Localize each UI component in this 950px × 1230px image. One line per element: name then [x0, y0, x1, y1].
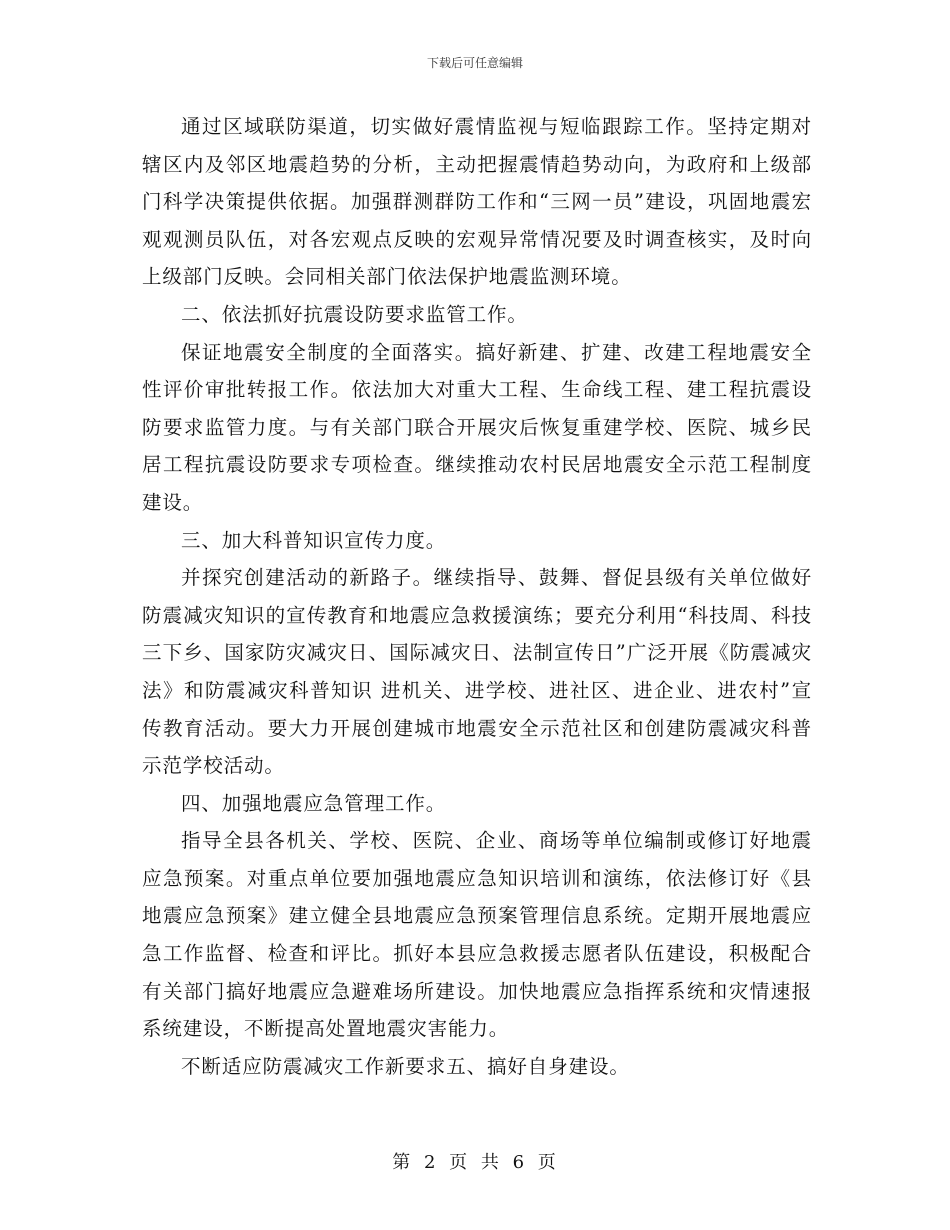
footer-page-total: 6 [512, 1152, 527, 1173]
paragraph-publicity: 并探究创建活动的新路子。继续指导、鼓舞、督促县级有关单位做好防震减灾知识的宣传教育和地震应急救援演练；要充分利用“科技周、科技三下乡、国家防灾减灾日、国际减灾日、法制宣传日”广泛开展《防震减灾法》和防震减灾科普知识 进机关、进学校、进社区、进企业、进农村”宣传教育活动。要大力开展创建城市地震安全示范社区和创建防震减灾科普示范学校活动。 [142, 566, 812, 778]
paragraph-monitoring: 通过区域联防渠道，切实做好震情监视与短临跟踪工作。坚持定期对辖区内及邻区地震趋势的分析，主动把握震情趋势动向，为政府和上级部门科学决策提供依据。加强群测群防工作和“三网一员”建设，巩固地震宏观观测员队伍，对各宏观点反映的宏观异常情况要及时调查核实，及时向上级部门反映。会同相关部门依法保护地震监测环境。 [142, 115, 812, 289]
footer-label-ye2: 页 [537, 1152, 558, 1173]
footer-label-di: 第 [392, 1152, 413, 1173]
footer-label-gong: 共 [480, 1152, 501, 1173]
section-heading-3: 三、加大科普知识宣传力度。 [181, 528, 447, 552]
paragraph-seismic-safety: 保证地震安全制度的全面落实。搞好新建、扩建、改建工程地震安全性评价审批转报工作。依法加大对重大工程、生命线工程、建工程抗震设防要求监管力度。与有关部门联合开展灾后恢复重建学校、医院、城乡民居工程抗震设防要求专项检查。继续推动农村民居地震安全示范工程制度建设。 [142, 340, 812, 514]
footer-label-ye: 页 [449, 1152, 470, 1173]
page-footer [0, 1148, 950, 1174]
section-heading-2: 二、依法抓好抗震设防要求监管工作。 [181, 302, 528, 326]
page-header: 下载后可任意编辑 [426, 56, 523, 70]
section-heading-5: 不断适应防震减灾工作新要求五、搞好自身建设。 [181, 1054, 630, 1078]
footer-page-current: 2 [423, 1152, 438, 1173]
document-body [142, 108, 812, 1085]
paragraph-emergency: 指导全县各机关、学校、医院、企业、商场等单位编制或修订好地震应急预案。对重点单位要加强地震应急知识培训和演练，依法修订好《县地震应急预案》建立健全县地震应急预案管理信息系统。定期开展地震应急工作监督、检查和评比。抓好本县应急救援志愿者队伍建设，积极配合有关部门搞好地震应急避难场所建设。加快地震应急指挥系统和灾情速报系统建设，不断提高处置地震灾害能力。 [142, 829, 812, 1041]
section-heading-4: 四、加强地震应急管理工作。 [181, 791, 447, 815]
